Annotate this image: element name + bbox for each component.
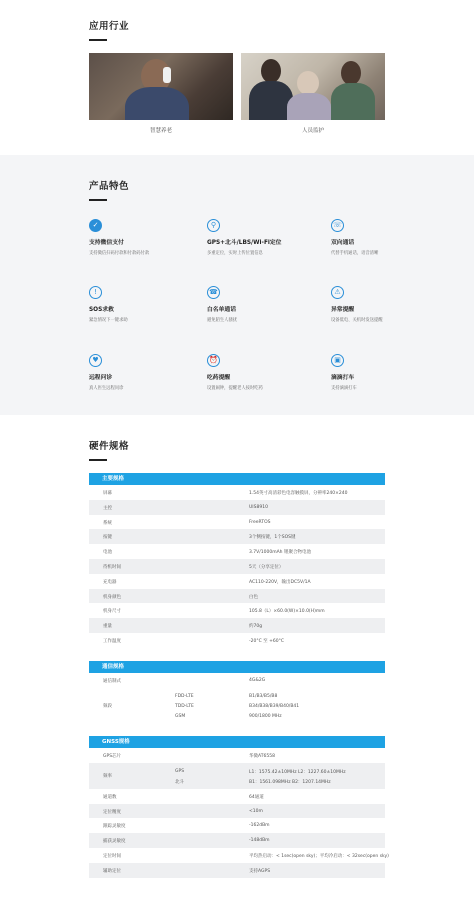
industries-section [89, 18, 385, 134]
spec-row [89, 529, 385, 544]
phone-call-icon: ☏ [331, 219, 344, 232]
row-value: -20°C 至 +60°C [249, 638, 284, 644]
row-value: <10m [249, 808, 263, 814]
gps-chip-row [89, 748, 385, 763]
row-key: 辅助定位 [103, 868, 121, 874]
row-value: 华微AT6558 [249, 754, 275, 759]
wechat-pay-icon: ✓ [89, 219, 102, 232]
spec-row [89, 485, 385, 500]
feature-title: 异常提醒 [331, 306, 355, 313]
row-value: L1：1575.42±10MHz L2：1227.60±10MHz [249, 769, 346, 775]
row-value: 5天（分享定位） [249, 564, 284, 570]
row-value: 900/1800 MHz [249, 713, 282, 719]
frequency-row [89, 763, 385, 789]
row-key: 系统 [103, 520, 112, 526]
spec-row [89, 559, 385, 574]
feature-desc: 多重定位，实时上传位置信息 [207, 250, 263, 256]
row-value: 约70g [249, 624, 263, 630]
feature-item [331, 219, 441, 256]
spec-row [89, 833, 385, 848]
row-value: 105.8（L）×60.0(W)×10.0(H)mm [249, 609, 325, 615]
row-key: 通信制式 [103, 679, 121, 684]
gnss-specs-header: GNSS规格 [89, 736, 385, 748]
row-key: 屏幕 [103, 491, 112, 496]
feature-desc: 支持微信扫码付款和付款码付款 [89, 250, 150, 256]
row-value: 4G&2G [249, 678, 266, 683]
row-key: 定位时间 [103, 853, 121, 859]
sos-icon: ! [89, 286, 102, 299]
feature-item [207, 219, 317, 256]
row-value: 支持AGPS [249, 868, 271, 874]
industry-card-monitoring[interactable] [241, 53, 385, 134]
row-value: FreeRTOS [249, 519, 271, 525]
feature-item [207, 354, 317, 391]
feature-item [89, 219, 199, 256]
spec-row [89, 789, 385, 804]
row-subkey: GPS [175, 768, 185, 774]
spec-row [89, 618, 385, 633]
spec-row [89, 515, 385, 530]
features-title: 产品特色 [89, 181, 130, 192]
row-key: 捕获灵敏度 [103, 839, 126, 845]
remote-care-icon: ♥ [89, 354, 102, 367]
specs-section [89, 438, 385, 461]
row-subkey: 北斗 [175, 779, 184, 785]
row-key: 重量 [103, 624, 112, 630]
feature-desc: 避免陌生人骚扰 [207, 317, 238, 323]
row-key: 电池 [103, 550, 112, 556]
row-key: 按键 [103, 535, 112, 541]
row-subkey: GSM [175, 713, 186, 719]
row-key: 充电器 [103, 579, 117, 585]
spec-row [89, 804, 385, 819]
row-value: -148dBm [249, 838, 270, 844]
row-value: AC110-220V，输出DC5V/1A [249, 579, 311, 585]
whitelist-phone-icon: ☎ [207, 286, 220, 299]
row-key: 通道数 [103, 794, 117, 800]
spec-row [89, 603, 385, 618]
alert-icon: ⚠ [331, 286, 344, 299]
title-underline [89, 199, 107, 201]
row-value: 白色 [249, 594, 258, 600]
feature-title: 支持微信支付 [89, 239, 124, 246]
row-value: 3个侧按键，1个SOS键 [249, 535, 296, 541]
feature-desc: 设置闹钟，提醒老人按时吃药 [207, 385, 263, 391]
feature-title: 滴滴打车 [331, 374, 355, 381]
main-specs-table [89, 473, 385, 648]
row-subkey: TDD-LTE [175, 703, 194, 709]
spec-row [89, 818, 385, 833]
spec-row [89, 848, 389, 863]
main-specs-header: 主要规格 [89, 473, 385, 485]
feature-desc: 设备低电、关机时发送提醒 [331, 317, 383, 323]
spec-row [89, 574, 385, 589]
row-subkey: FDD-LTE [175, 693, 194, 699]
spec-row [89, 633, 385, 648]
row-key: 机身尺寸 [103, 609, 121, 615]
features-section [89, 178, 385, 419]
caregivers-photo [241, 53, 385, 120]
feature-desc: 代替手机通话，语音清晰 [331, 250, 379, 256]
spec-row [89, 863, 385, 878]
row-key: 机身颜色 [103, 594, 121, 600]
row-key: GPS芯片 [103, 754, 122, 759]
feature-desc: 支持滴滴打车 [331, 385, 357, 391]
industry-caption: 智慧养老 [149, 127, 172, 134]
row-key: 待机时间 [103, 564, 121, 570]
row-value: 64通道 [249, 794, 264, 800]
feature-title: 双向通话 [331, 239, 355, 246]
feature-item [331, 286, 441, 323]
row-value: 3.7V/1000mAh 锂聚合物电池 [249, 550, 311, 556]
gnss-specs-table [89, 736, 389, 878]
feature-item [331, 354, 441, 391]
feature-title: 吃药提醒 [207, 374, 231, 381]
feature-title: 远程问诊 [89, 374, 113, 381]
spec-row [89, 673, 385, 688]
taxi-icon: ▣ [331, 354, 344, 367]
row-value: B34/B38/B39/B40/B41 [249, 703, 300, 709]
row-value: 平均热启动：< 1sec(open sky)；平均冷启动：< 32sec(open sky) [249, 853, 389, 859]
feature-title: 白名单通话 [207, 306, 236, 313]
feature-title: GPS+北斗/LBS/Wi-Fi定位 [207, 239, 282, 246]
row-value: UIS8910 [249, 504, 268, 510]
industry-card-elderly[interactable] [89, 53, 233, 134]
row-value: -162dBm [249, 823, 270, 829]
industries-title: 应用行业 [89, 21, 130, 32]
row-value: 1.54英寸高清彩色电容触摸屏，分辨率240×240 [249, 491, 348, 496]
alarm-clock-icon: ⏰ [207, 354, 220, 367]
row-key: 频率 [103, 773, 112, 779]
location-pin-icon: ⚲ [207, 219, 220, 232]
feature-title: SOS求救 [89, 306, 114, 313]
features-grid [89, 219, 385, 419]
row-key: 工作温度 [103, 638, 121, 644]
elderly-phone-photo [89, 53, 233, 120]
row-value: B1：1561.098MHz B2：1207.14MHz [249, 779, 331, 785]
band-row [89, 688, 385, 724]
row-key: 跟踪灵敏度 [103, 824, 126, 830]
row-key: 频段 [103, 703, 112, 709]
row-value: B1/B3/B5/B8 [249, 693, 278, 699]
title-underline [89, 39, 107, 41]
feature-desc: 紧急情况下一键求助 [89, 317, 128, 323]
feature-desc: 真人医生远程问诊 [89, 385, 124, 391]
spec-row [89, 544, 385, 559]
spec-row [89, 589, 385, 604]
spec-row [89, 500, 385, 515]
row-key: 主控 [103, 505, 112, 511]
title-underline [89, 459, 107, 461]
comm-specs-table [89, 661, 385, 724]
feature-item [207, 286, 317, 323]
feature-item [89, 354, 199, 391]
row-key: 定位精度 [103, 809, 121, 815]
industry-caption: 人员监护 [301, 127, 324, 134]
comm-specs-header: 通信规格 [89, 661, 385, 673]
feature-item [89, 286, 199, 323]
specs-title: 硬件规格 [89, 441, 130, 452]
